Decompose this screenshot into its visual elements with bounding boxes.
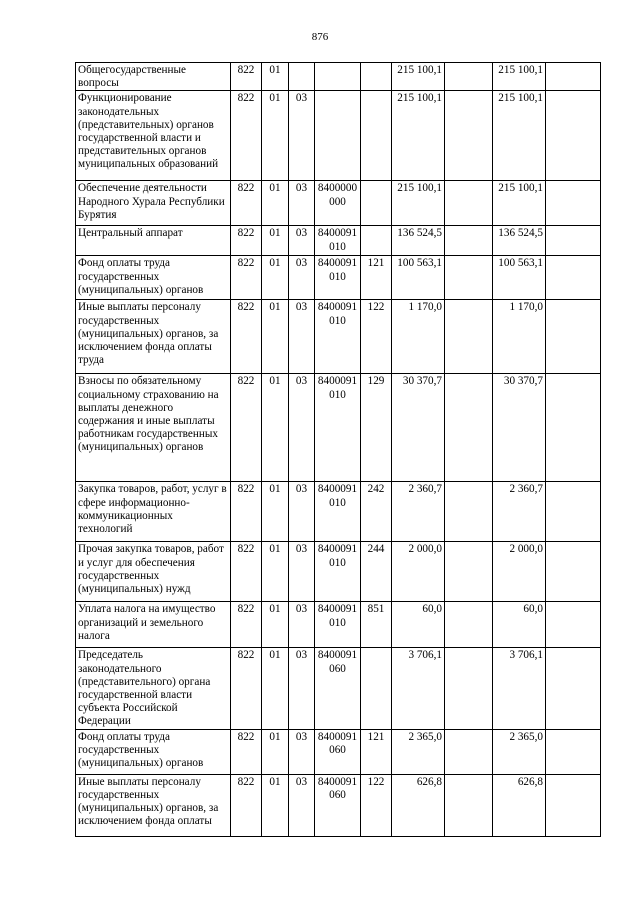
ministry-code: 822 [231,648,262,729]
amount-cell: 2 000,0 [392,542,445,602]
expense-type-code: 244 [361,542,392,602]
amount-cell: 60,0 [392,602,445,648]
ministry-code: 822 [231,602,262,648]
table-row [76,729,601,774]
subsection-code: 03 [289,226,315,256]
total-cell: 1 170,0 [493,300,546,374]
amount-cell: 3 706,1 [392,648,445,729]
target-article-code: 8400091010 [315,226,361,256]
table-row [76,602,601,648]
amount-cell: 626,8 [392,774,445,836]
target-article-code [315,91,361,181]
budget-table [75,62,601,837]
ministry-code: 822 [231,300,262,374]
table-row [76,774,601,836]
target-article-code: 8400091010 [315,602,361,648]
item-name: Общегосударственные вопросы [76,63,231,91]
expense-type-code [361,226,392,256]
total-cell: 215 100,1 [493,181,546,226]
change-cell [445,729,493,774]
subsection-code [289,63,315,91]
subsection-code: 03 [289,482,315,542]
expense-type-code: 121 [361,729,392,774]
subsection-code: 03 [289,374,315,482]
table-row [76,374,601,482]
section-code: 01 [262,648,289,729]
target-article-code: 8400000000 [315,181,361,226]
section-code: 01 [262,256,289,300]
section-code: 01 [262,542,289,602]
amount-cell: 215 100,1 [392,91,445,181]
total-cell: 3 706,1 [493,648,546,729]
ministry-code: 822 [231,91,262,181]
amount-cell: 215 100,1 [392,63,445,91]
section-code: 01 [262,374,289,482]
subsection-code: 03 [289,542,315,602]
section-code: 01 [262,482,289,542]
change-cell [445,542,493,602]
change-cell [445,181,493,226]
extra-cell [546,300,601,374]
table-row [76,482,601,542]
item-name: Фонд оплаты труда государственных (муниципальных) органов [76,729,231,774]
extra-cell [546,63,601,91]
target-article-code: 8400091060 [315,774,361,836]
subsection-code: 03 [289,256,315,300]
change-cell [445,482,493,542]
table-row [76,91,601,181]
table-body [76,63,601,837]
ministry-code: 822 [231,774,262,836]
change-cell [445,256,493,300]
ministry-code: 822 [231,181,262,226]
extra-cell [546,181,601,226]
expense-type-code: 122 [361,774,392,836]
section-code: 01 [262,226,289,256]
extra-cell [546,774,601,836]
target-article-code: 8400091010 [315,300,361,374]
item-name: Уплата налога на имущество организаций и земельного налога [76,602,231,648]
item-name: Прочая закупка товаров, работ и услуг для обеспечения государственных (муниципальных) нужд [76,542,231,602]
item-name: Иные выплаты персоналу государственных (муниципальных) органов, за исключением фонда оплаты труда [76,300,231,374]
change-cell [445,374,493,482]
expense-type-code [361,648,392,729]
change-cell [445,774,493,836]
subsection-code: 03 [289,729,315,774]
table-row [76,648,601,729]
target-article-code [315,63,361,91]
total-cell: 626,8 [493,774,546,836]
amount-cell: 136 524,5 [392,226,445,256]
section-code: 01 [262,63,289,91]
change-cell [445,91,493,181]
item-name: Председатель законодательного (представительного) органа государственной власти субъекта Российской Федерации [76,648,231,729]
section-code: 01 [262,729,289,774]
table-row [76,300,601,374]
section-code: 01 [262,91,289,181]
expense-type-code [361,63,392,91]
expense-type-code [361,181,392,226]
amount-cell: 2 360,7 [392,482,445,542]
subsection-code: 03 [289,181,315,226]
target-article-code: 8400091010 [315,542,361,602]
item-name: Иные выплаты персоналу государственных (муниципальных) органов, за исключением фонда оплаты [76,774,231,836]
ministry-code: 822 [231,256,262,300]
total-cell: 2 360,7 [493,482,546,542]
amount-cell: 30 370,7 [392,374,445,482]
extra-cell [546,91,601,181]
ministry-code: 822 [231,542,262,602]
section-code: 01 [262,774,289,836]
expense-type-code: 122 [361,300,392,374]
target-article-code: 8400091060 [315,648,361,729]
total-cell: 2 000,0 [493,542,546,602]
extra-cell [546,542,601,602]
section-code: 01 [262,300,289,374]
subsection-code: 03 [289,91,315,181]
target-article-code: 8400091060 [315,729,361,774]
total-cell: 2 365,0 [493,729,546,774]
amount-cell: 215 100,1 [392,181,445,226]
change-cell [445,63,493,91]
extra-cell [546,482,601,542]
table-row [76,226,601,256]
table-row [76,542,601,602]
target-article-code: 8400091010 [315,482,361,542]
table-row [76,63,601,91]
target-article-code: 8400091010 [315,256,361,300]
change-cell [445,602,493,648]
extra-cell [546,602,601,648]
ministry-code: 822 [231,63,262,91]
expense-type-code: 129 [361,374,392,482]
subsection-code: 03 [289,602,315,648]
item-name: Фонд оплаты труда государственных (муниципальных) органов [76,256,231,300]
total-cell: 60,0 [493,602,546,648]
subsection-code: 03 [289,774,315,836]
expense-type-code: 242 [361,482,392,542]
change-cell [445,300,493,374]
table-row [76,256,601,300]
item-name: Обеспечение деятельности Народного Хурала Республики Бурятия [76,181,231,226]
total-cell: 215 100,1 [493,63,546,91]
page-number: 876 [311,31,329,43]
extra-cell [546,729,601,774]
extra-cell [546,226,601,256]
ministry-code: 822 [231,374,262,482]
total-cell: 215 100,1 [493,91,546,181]
total-cell: 30 370,7 [493,374,546,482]
table-row [76,181,601,226]
subsection-code: 03 [289,648,315,729]
extra-cell [546,648,601,729]
change-cell [445,648,493,729]
amount-cell: 2 365,0 [392,729,445,774]
change-cell [445,226,493,256]
expense-type-code: 851 [361,602,392,648]
section-code: 01 [262,181,289,226]
amount-cell: 100 563,1 [392,256,445,300]
extra-cell [546,256,601,300]
target-article-code: 8400091010 [315,374,361,482]
ministry-code: 822 [231,482,262,542]
expense-type-code: 121 [361,256,392,300]
total-cell: 100 563,1 [493,256,546,300]
item-name: Взносы по обязательному социальному страхованию на выплаты денежного содержания и иные выплаты работникам государственных (муниципальных) органов [76,374,231,482]
ministry-code: 822 [231,729,262,774]
item-name: Закупка товаров, работ, услуг в сфере информационно-коммуникационных технологий [76,482,231,542]
item-name: Функционирование законодательных (представительных) органов государственной власти и представительных органов муниципальных образований [76,91,231,181]
item-name: Центральный аппарат [76,226,231,256]
total-cell: 136 524,5 [493,226,546,256]
expense-type-code [361,91,392,181]
section-code: 01 [262,602,289,648]
subsection-code: 03 [289,300,315,374]
ministry-code: 822 [231,226,262,256]
amount-cell: 1 170,0 [392,300,445,374]
extra-cell [546,374,601,482]
